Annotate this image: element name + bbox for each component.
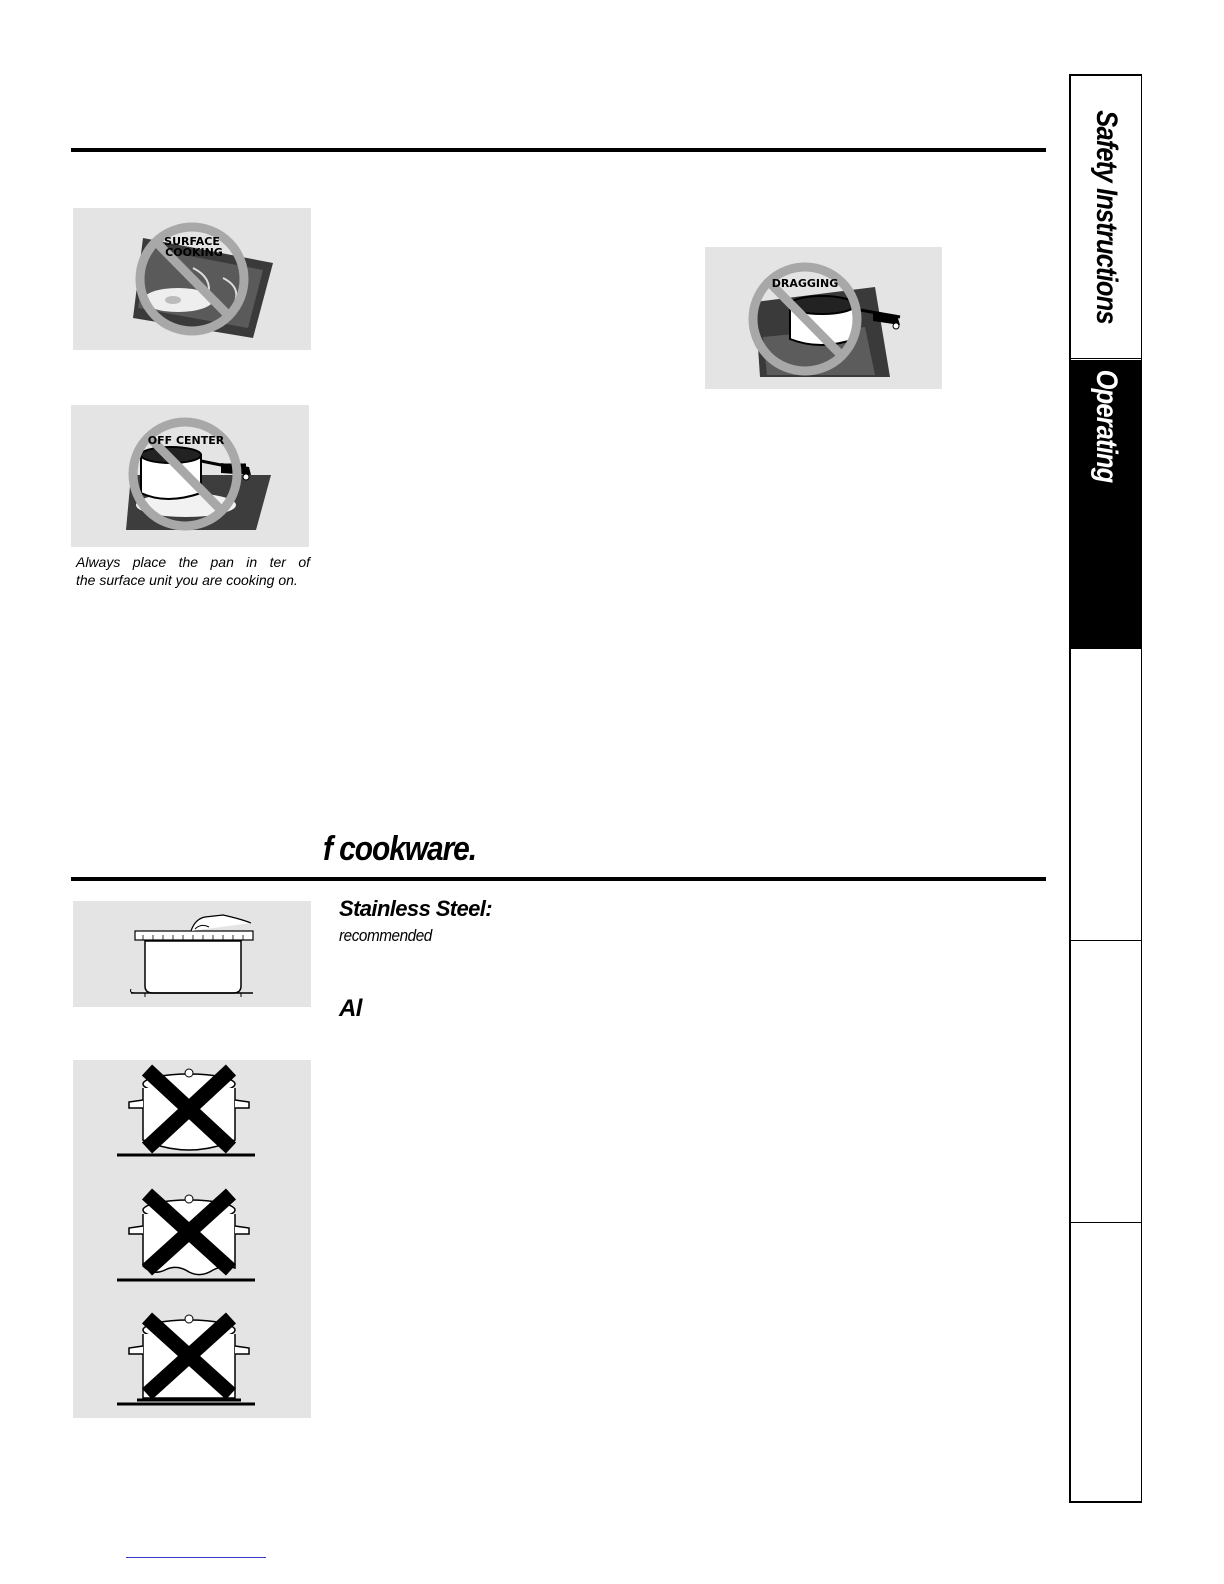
caption-line-1: Always place the pan in ter of <box>76 554 310 570</box>
tab-operating[interactable] <box>1071 360 1141 649</box>
stainless-steel-text: recommended <box>339 926 432 945</box>
tab-label: Operating <box>1090 369 1123 483</box>
section-rule <box>71 877 1046 881</box>
section-heading: f cookware. <box>323 830 477 868</box>
aluminum-title: Al <box>339 995 362 1022</box>
off-center-label: OFF CENTER <box>147 434 225 447</box>
cooking-label: COOKING <box>165 246 223 259</box>
tab-section-5[interactable] <box>1071 1224 1141 1501</box>
dragging-label: DRAGGING <box>771 277 839 290</box>
tab-label: Safety Instructions <box>1090 110 1123 324</box>
flat-pan-test-figure <box>73 901 311 1007</box>
footer-link-underline <box>126 1557 266 1558</box>
top-rule <box>71 148 1046 152</box>
caption-line-2: the surface unit you are cooking on. <box>76 572 298 588</box>
stainless-steel-title: Stainless Steel: <box>339 896 493 921</box>
bad-pan-bottoms-figure <box>73 1060 311 1418</box>
surface-cooking-figure <box>73 208 311 350</box>
side-tabs <box>1069 74 1142 1503</box>
tab-safety-instructions[interactable] <box>1071 76 1141 359</box>
surface-label: SURFACE <box>164 235 220 248</box>
tab-section-3[interactable] <box>1071 650 1141 941</box>
tab-section-4[interactable] <box>1071 942 1141 1223</box>
off-center-figure <box>71 405 309 547</box>
pan-with-ruler <box>131 915 254 997</box>
off-center-caption <box>76 553 310 589</box>
dragging-figure <box>705 247 942 389</box>
